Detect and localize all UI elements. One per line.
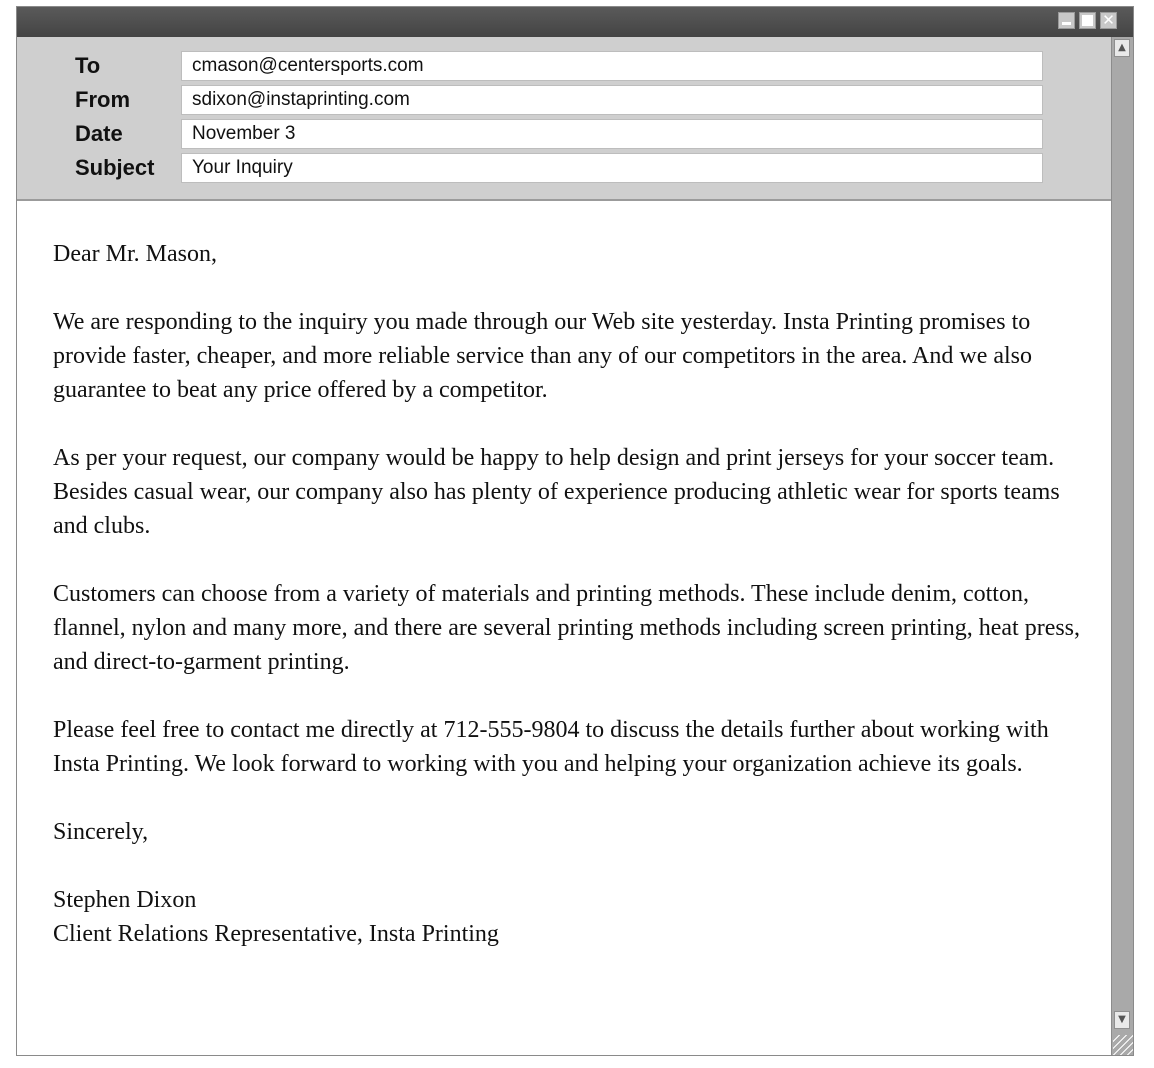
- from-row: [17, 85, 1111, 115]
- title-bar[interactable]: [17, 7, 1133, 37]
- greeting: Dear Mr. Mason,: [53, 241, 217, 267]
- vertical-scrollbar[interactable]: [1111, 37, 1133, 1055]
- scroll-up-icon[interactable]: ▲: [1114, 39, 1130, 57]
- date-label: Date: [75, 121, 123, 146]
- from-label: From: [75, 87, 130, 112]
- maximize-button[interactable]: [1079, 12, 1096, 29]
- signature-title: Client Relations Representative, Insta Printing: [53, 921, 499, 947]
- to-field[interactable]: cmason@centersports.com: [181, 51, 1043, 81]
- to-label: To: [75, 53, 101, 78]
- scroll-down-icon[interactable]: ▼: [1114, 1011, 1130, 1029]
- from-field[interactable]: sdixon@instaprinting.com: [181, 85, 1043, 115]
- body-paragraph: Customers can choose from a variety of materials and printing methods. These include denim, cotton, flannel, nylon and many more, and there are several printing methods including screen printing, heat press, and direct-to-garment printing.: [53, 581, 1081, 675]
- minimize-button[interactable]: [1058, 12, 1075, 29]
- body-paragraph: Please feel free to contact me directly at 712-555-9804 to discuss the details further about working with Insta Printing. We look forward to working with you and helping your organization achieve its goals.: [53, 717, 1049, 777]
- close-button[interactable]: ✕: [1100, 12, 1117, 29]
- date-field[interactable]: November 3: [181, 119, 1043, 149]
- subject-field[interactable]: Your Inquiry: [181, 153, 1043, 183]
- body-paragraph: We are responding to the inquiry you made through our Web site yesterday. Insta Printing promises to provide faster, cheaper, and more reliable service than any of our competitors in the area. And we also guarantee to beat any price offered by a competitor.: [53, 309, 1033, 403]
- body-paragraph: As per your request, our company would be happy to help design and print jerseys for your soccer team. Besides casual wear, our company also has plenty of experience producing athletic wear for sports teams and clubs.: [53, 445, 1060, 539]
- date-row: [17, 119, 1111, 149]
- resize-grip-icon[interactable]: [1113, 1035, 1133, 1055]
- email-window: [16, 6, 1134, 1056]
- subject-label: Subject: [75, 155, 155, 180]
- window-controls: [1058, 12, 1117, 29]
- signature-name: Stephen Dixon: [53, 887, 197, 913]
- email-body: [53, 237, 1093, 951]
- subject-row: [17, 153, 1111, 183]
- to-row: [17, 51, 1111, 81]
- closing: Sincerely,: [53, 819, 149, 845]
- email-header: [17, 37, 1111, 201]
